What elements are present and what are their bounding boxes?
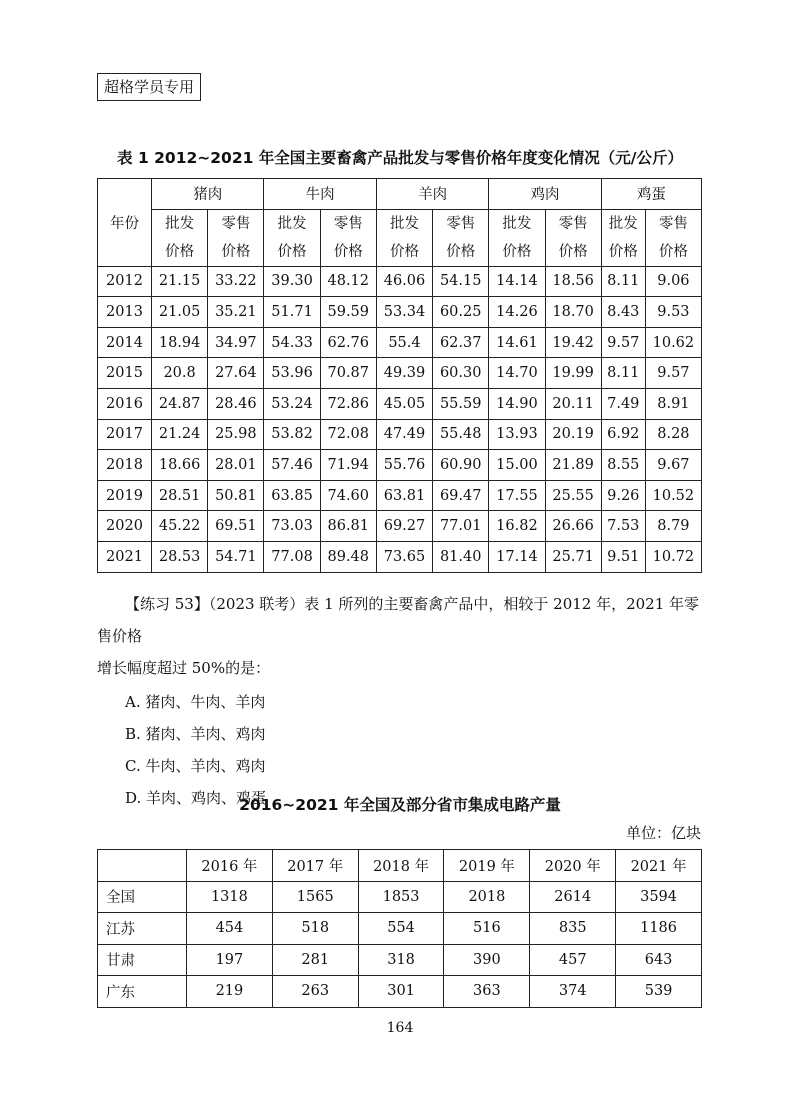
retail-price-header	[645, 209, 701, 266]
price-cell: 62.37	[433, 327, 489, 358]
price-cell: 69.51	[208, 511, 264, 542]
header-line: 零售	[658, 215, 688, 232]
header-line: 批发	[277, 215, 307, 232]
table1-title: 表 1 2012~2021 年全国主要畜禽产品批发与零售价格年度变化情况（元/公斤）	[117, 149, 683, 167]
year-cell: 2013	[98, 297, 152, 328]
table-row	[98, 419, 702, 450]
price-cell: 77.01	[433, 511, 489, 542]
option-b: B. 猪肉、羊肉、鸡肉	[125, 725, 266, 743]
price-cell: 8.11	[601, 358, 645, 389]
price-cell: 62.76	[320, 327, 376, 358]
price-cell: 57.46	[264, 450, 320, 481]
price-cell: 34.97	[208, 327, 264, 358]
price-cell: 28.46	[208, 388, 264, 419]
price-cell: 63.85	[264, 480, 320, 511]
price-cell: 89.48	[320, 541, 376, 572]
year-cell: 2012	[98, 266, 152, 297]
price-cell: 10.52	[645, 480, 701, 511]
header-line: 价格	[658, 243, 688, 260]
price-cell: 60.90	[433, 450, 489, 481]
output-cell: 263	[272, 976, 358, 1008]
year-column-header: 2020 年	[530, 850, 616, 882]
price-cell: 54.15	[433, 266, 489, 297]
header-line: 零售	[558, 215, 588, 232]
output-cell: 1318	[187, 881, 273, 913]
price-cell: 8.28	[645, 419, 701, 450]
price-cell: 14.90	[489, 388, 545, 419]
output-cell: 1853	[358, 881, 444, 913]
price-cell: 25.55	[545, 480, 601, 511]
header-line: 批发	[165, 215, 195, 232]
price-cell: 17.14	[489, 541, 545, 572]
table-row	[98, 944, 702, 976]
price-cell: 55.48	[433, 419, 489, 450]
price-cell: 74.60	[320, 480, 376, 511]
retail-price-header	[433, 209, 489, 266]
price-cell: 25.71	[545, 541, 601, 572]
table-row	[98, 358, 702, 389]
price-cell: 53.96	[264, 358, 320, 389]
price-cell: 14.70	[489, 358, 545, 389]
price-cell: 60.30	[433, 358, 489, 389]
year-cell: 2018	[98, 450, 152, 481]
price-cell: 54.71	[208, 541, 264, 572]
wholesale-price-header	[376, 209, 432, 266]
price-cell: 55.76	[376, 450, 432, 481]
output-cell: 454	[187, 913, 273, 945]
price-cell: 14.61	[489, 327, 545, 358]
output-cell: 219	[187, 976, 273, 1008]
table-row	[98, 480, 702, 511]
price-cell: 86.81	[320, 511, 376, 542]
price-cell: 26.66	[545, 511, 601, 542]
wholesale-price-header	[601, 209, 645, 266]
price-cell: 21.05	[152, 297, 208, 328]
price-cell: 53.34	[376, 297, 432, 328]
price-cell: 18.70	[545, 297, 601, 328]
year-cell: 2017	[98, 419, 152, 450]
header-line: 价格	[502, 243, 532, 260]
price-cell: 9.57	[601, 327, 645, 358]
output-cell: 1186	[616, 913, 702, 945]
price-cell: 8.55	[601, 450, 645, 481]
year-header: 年份	[98, 179, 152, 267]
retail-price-header	[320, 209, 376, 266]
price-cell: 7.49	[601, 388, 645, 419]
price-cell: 8.11	[601, 266, 645, 297]
output-cell: 318	[358, 944, 444, 976]
output-cell: 835	[530, 913, 616, 945]
header-line: 批发	[389, 215, 419, 232]
price-cell: 53.24	[264, 388, 320, 419]
price-cell: 69.47	[433, 480, 489, 511]
price-cell: 18.56	[545, 266, 601, 297]
watermark-stamp: 超格学员专用	[97, 73, 201, 101]
table2-title: 2016~2021 年全国及部分省市集成电路产量	[239, 796, 561, 814]
price-cell: 35.21	[208, 297, 264, 328]
price-table	[97, 178, 702, 573]
price-cell: 55.59	[433, 388, 489, 419]
price-cell: 47.49	[376, 419, 432, 450]
corner-cell	[98, 850, 187, 882]
output-cell: 2018	[444, 881, 530, 913]
price-cell: 27.64	[208, 358, 264, 389]
header-line: 零售	[333, 215, 363, 232]
price-cell: 16.82	[489, 511, 545, 542]
price-cell: 72.08	[320, 419, 376, 450]
price-cell: 70.87	[320, 358, 376, 389]
output-cell: 374	[530, 976, 616, 1008]
table-row	[98, 881, 702, 913]
price-cell: 81.40	[433, 541, 489, 572]
price-cell: 9.06	[645, 266, 701, 297]
table-row	[98, 388, 702, 419]
header-line: 零售	[221, 215, 251, 232]
price-cell: 54.33	[264, 327, 320, 358]
output-cell: 539	[616, 976, 702, 1008]
table-row	[98, 297, 702, 328]
table-row	[98, 266, 702, 297]
output-cell: 197	[187, 944, 273, 976]
wholesale-price-header	[264, 209, 320, 266]
price-cell: 45.05	[376, 388, 432, 419]
group-header: 牛肉	[264, 179, 376, 210]
price-cell: 6.92	[601, 419, 645, 450]
retail-price-header	[545, 209, 601, 266]
price-cell: 19.42	[545, 327, 601, 358]
output-cell: 390	[444, 944, 530, 976]
table-row	[98, 913, 702, 945]
price-cell: 59.59	[320, 297, 376, 328]
retail-price-header	[208, 209, 264, 266]
year-cell: 2020	[98, 511, 152, 542]
output-cell: 516	[444, 913, 530, 945]
output-cell: 457	[530, 944, 616, 976]
region-cell: 甘肃	[98, 944, 187, 976]
price-cell: 9.26	[601, 480, 645, 511]
price-cell: 69.27	[376, 511, 432, 542]
price-cell: 10.72	[645, 541, 701, 572]
table-row	[98, 450, 702, 481]
output-cell: 301	[358, 976, 444, 1008]
header-line: 批发	[502, 215, 532, 232]
price-cell: 50.81	[208, 480, 264, 511]
page-number: 164	[386, 1020, 414, 1036]
price-cell: 9.57	[645, 358, 701, 389]
year-cell: 2016	[98, 388, 152, 419]
region-cell: 广东	[98, 976, 187, 1008]
header-line: 价格	[389, 243, 419, 260]
price-cell: 18.94	[152, 327, 208, 358]
price-cell: 19.99	[545, 358, 601, 389]
price-cell: 53.82	[264, 419, 320, 450]
question-stem: 【练习 53】（2023 联考）表 1 所列的主要畜禽产品中，相较于 2012 年，2021 年零售价格	[97, 595, 700, 645]
price-cell: 9.53	[645, 297, 701, 328]
year-column-header: 2019 年	[444, 850, 530, 882]
year-column-header: 2021 年	[616, 850, 702, 882]
price-cell: 20.19	[545, 419, 601, 450]
price-cell: 8.43	[601, 297, 645, 328]
header-line: 零售	[446, 215, 476, 232]
price-cell: 71.94	[320, 450, 376, 481]
table2-unit: 单位：亿块	[625, 824, 701, 842]
option-c: C. 牛肉、羊肉、鸡肉	[125, 757, 266, 775]
output-cell: 643	[616, 944, 702, 976]
price-cell: 20.8	[152, 358, 208, 389]
output-cell: 1565	[272, 881, 358, 913]
header-line: 批发	[608, 215, 638, 232]
price-cell: 9.67	[645, 450, 701, 481]
price-cell: 51.71	[264, 297, 320, 328]
header-line: 价格	[277, 243, 307, 260]
price-cell: 20.11	[545, 388, 601, 419]
region-cell: 全国	[98, 881, 187, 913]
output-cell: 554	[358, 913, 444, 945]
price-cell: 28.51	[152, 480, 208, 511]
option-d: D. 羊肉、鸡肉、鸡蛋	[125, 789, 267, 807]
price-cell: 18.66	[152, 450, 208, 481]
output-cell: 518	[272, 913, 358, 945]
header-line: 价格	[221, 243, 251, 260]
price-cell: 21.15	[152, 266, 208, 297]
output-cell: 2614	[530, 881, 616, 913]
price-cell: 73.65	[376, 541, 432, 572]
header-line: 价格	[608, 243, 638, 260]
header-line: 价格	[333, 243, 363, 260]
price-cell: 77.08	[264, 541, 320, 572]
wholesale-price-header	[152, 209, 208, 266]
year-column-header: 2016 年	[187, 850, 273, 882]
table-row	[98, 541, 702, 572]
price-cell: 55.4	[376, 327, 432, 358]
price-cell: 25.98	[208, 419, 264, 450]
output-cell: 3594	[616, 881, 702, 913]
table-row	[98, 327, 702, 358]
price-cell: 21.89	[545, 450, 601, 481]
price-cell: 15.00	[489, 450, 545, 481]
output-cell: 363	[444, 976, 530, 1008]
year-column-header: 2017 年	[272, 850, 358, 882]
header-line: 价格	[558, 243, 588, 260]
price-cell: 49.39	[376, 358, 432, 389]
wholesale-price-header	[489, 209, 545, 266]
price-cell: 13.93	[489, 419, 545, 450]
group-header: 鸡蛋	[601, 179, 701, 210]
region-cell: 江苏	[98, 913, 187, 945]
price-cell: 8.91	[645, 388, 701, 419]
group-header: 猪肉	[152, 179, 264, 210]
ic-output-table	[97, 849, 702, 1008]
table-row	[98, 976, 702, 1008]
price-cell: 24.87	[152, 388, 208, 419]
year-cell: 2021	[98, 541, 152, 572]
price-cell: 48.12	[320, 266, 376, 297]
price-cell: 46.06	[376, 266, 432, 297]
price-cell: 73.03	[264, 511, 320, 542]
year-cell: 2014	[98, 327, 152, 358]
price-cell: 8.79	[645, 511, 701, 542]
price-cell: 14.26	[489, 297, 545, 328]
year-cell: 2015	[98, 358, 152, 389]
question-block	[97, 588, 707, 814]
price-cell: 14.14	[489, 266, 545, 297]
price-cell: 17.55	[489, 480, 545, 511]
question-stem-cont: 增长幅度超过 50%的是：	[97, 659, 271, 677]
price-cell: 72.86	[320, 388, 376, 419]
price-cell: 21.24	[152, 419, 208, 450]
price-cell: 10.62	[645, 327, 701, 358]
price-cell: 60.25	[433, 297, 489, 328]
header-line: 价格	[165, 243, 195, 260]
option-a: A. 猪肉、牛肉、羊肉	[125, 693, 266, 711]
header-line: 价格	[446, 243, 476, 260]
price-cell: 45.22	[152, 511, 208, 542]
price-cell: 9.51	[601, 541, 645, 572]
output-cell: 281	[272, 944, 358, 976]
group-header: 羊肉	[376, 179, 488, 210]
price-cell: 39.30	[264, 266, 320, 297]
table-row	[98, 511, 702, 542]
year-column-header: 2018 年	[358, 850, 444, 882]
price-cell: 7.53	[601, 511, 645, 542]
price-cell: 63.81	[376, 480, 432, 511]
price-cell: 28.53	[152, 541, 208, 572]
price-cell: 33.22	[208, 266, 264, 297]
group-header: 鸡肉	[489, 179, 601, 210]
price-cell: 28.01	[208, 450, 264, 481]
year-cell: 2019	[98, 480, 152, 511]
